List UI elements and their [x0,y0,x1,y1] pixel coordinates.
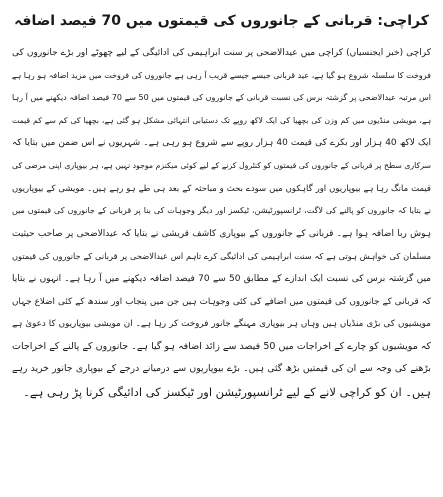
article-line: مسلمان کی خواہش ہوتی ہے کہ سنت ابراہیمی کی ادائیگی کرے تاہم اس عیدالاضحی پر قربانی کے جانوروں کی قیمتوں [12,251,431,262]
article-line: نے بتایا کہ جانوروں کو پالنے کی لاگت، ٹرانسپورٹیشن، ٹیکسز اور دیگر وجوہات کی بنا پر قربانی کے جانوروں کی قیمتوں میں [12,206,431,216]
article-line: کہ مویشیوں کو چارے کے اخراجات میں 50 فیصد سے زائد اضافہ ہو گیا ہے۔ جانوروں کے پالنے کے اخراجات [12,340,431,352]
article-line: ہے، مویشی منڈیوں میں کم وزن کی بچھیا کی ایک لاکھ روپے تک دستیابی انتہائی مشکل ہو گئی ہے، بچھیا کی کم سے کم قیمت [12,115,431,125]
article-line: ہیں۔ ان کو کراچی لانے کے لیے ٹرانسپورٹیشن اور ٹیکسز کی ادائیگی کرنا پڑ رہی ہے۔ [23,384,431,399]
article-headline: کراچی: قربانی کے جانوروں کی قیمتوں میں 70 فیصد اضافہ [14,13,429,29]
article-line: اس مرتبہ عیدالاضحی پر گزشتہ برس کی نسبت قربانی کے جانوروں کی قیمتوں میں 50 سے 70 فیصد اضافہ دیکھنے میں آ رہا [12,93,431,103]
article-line: بڑھنے کی وجہ سے ان کی قیمتیں بڑھ گئی ہیں۔ بڑے بیوپاریوں سے درمیانے درجے کے بیوپاری جانور خرید رہے [12,363,431,375]
article-line: ایک لاکھ 40 ہزار اور بکرے کی قیمت 40 ہزار روپے سے شروع ہو رہی ہے۔ شہریوں نے اس ضمن میں بتایا کہ [12,138,431,149]
article-line: مویشیوں کی بڑی منڈیاں ہیں وہاں ہر بیوپاری مہنگے جانور فروخت کر رہا ہے۔ ان مویشی بیوپاریوں کا دعویٰ ہے [12,319,431,330]
article-line: کہ قربانی کے جانوروں کی قیمتوں میں اضافے کی کئی وجوہات ہیں جن میں پنجاب اور سندھ کے کئی اضلاع جہاں [12,296,431,307]
article-line: ہوش ربا اضافہ ہوا ہے۔ قربانی کے جانوروں کے بیوپاری کاشف قریشی نے بتایا کہ عیدالاضحی پر صاحب حیثیت [12,228,431,239]
article-body [12,42,431,404]
article-line: کراچی (خبر ایجنسیاں) کراچی میں عیدالاضحی پر سنت ابراہیمی کی ادائیگی کے لیے چھوٹے اور بڑے جانوروں کی [12,48,431,58]
article-line: میں گزشتہ برس کی نسبت ایک اندازے کے مطابق 50 سے 70 فیصد اضافہ دیکھنے میں آ رہا ہے۔ انہوں نے بتایا [12,273,431,284]
article-line: قیمت مانگ رہا ہے بیوپاریوں اور گاہکوں میں سودے بحث و مباحثہ کے بعد ہی طے ہو رہے ہیں۔ مویشی کے بیوپاریوں [12,183,431,194]
article-line: سرکاری سطح پر قربانی کے جانوروں کی قیمتوں کو کنٹرول کرنے کے لیے کوئی میکنزم موجود نہیں ہے، ہر بیوپاری اپنی مرضی کی [12,160,431,170]
article-line: فروخت کا سلسلہ شروع ہو گیا ہے، عید قربانی جیسے جیسے قریب آ رہی ہے جانوروں کی فروخت میں مزید اضافہ ہو رہا ہے [12,70,431,80]
